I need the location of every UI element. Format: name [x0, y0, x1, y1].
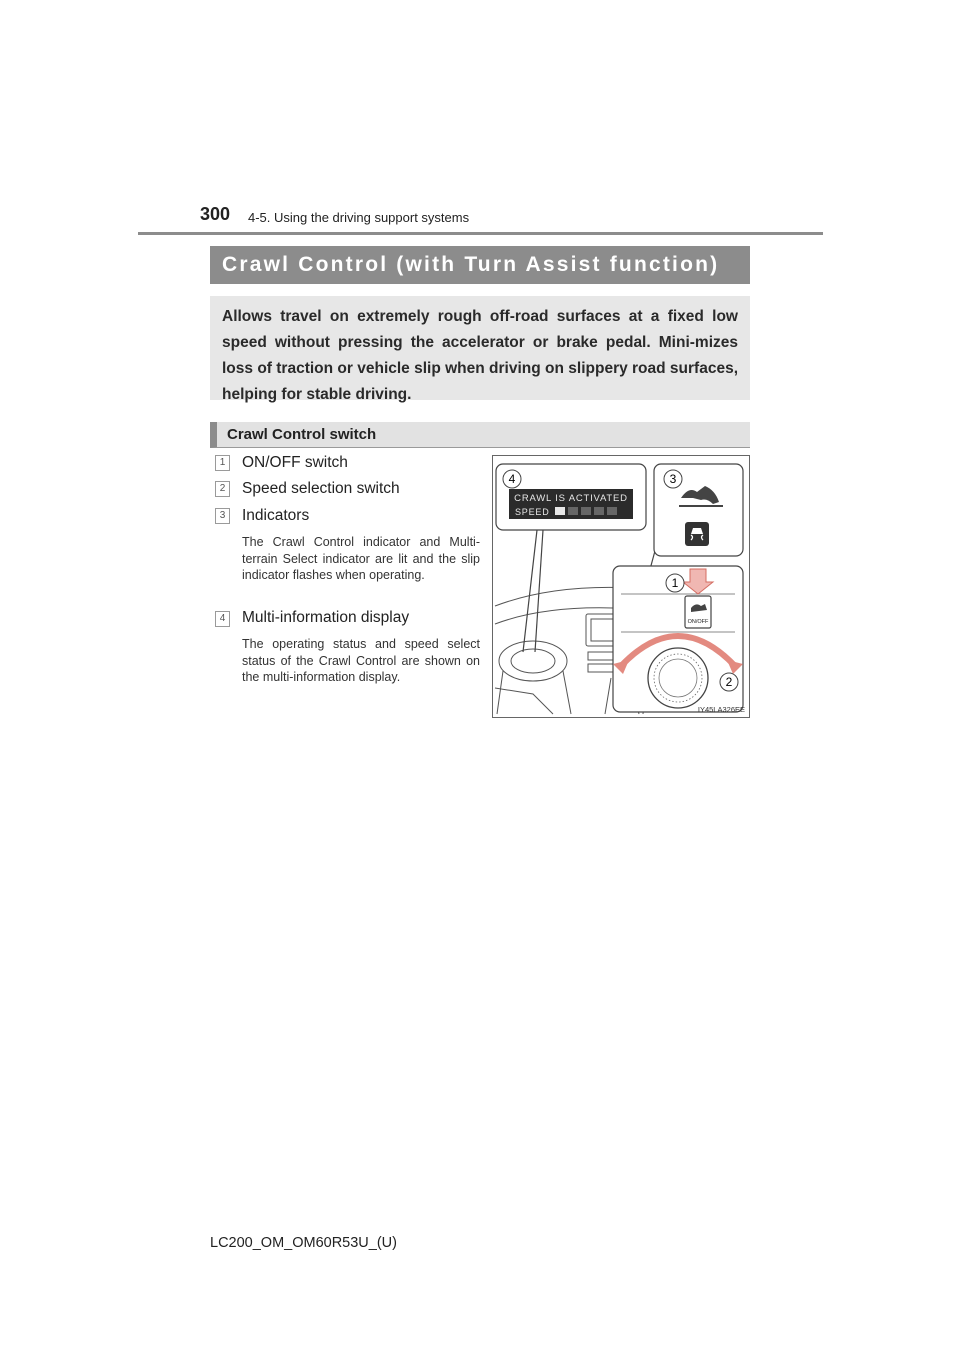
- speed-level-segment: [568, 507, 578, 515]
- callout-2: [720, 673, 738, 691]
- switch-label: ON/OFF: [687, 619, 709, 625]
- speed-level-segment: [594, 507, 604, 515]
- callout-3: [664, 470, 682, 488]
- speed-level-segment: [555, 507, 565, 515]
- svg-text:1: 1: [671, 576, 679, 590]
- item-number-4: 4: [215, 611, 230, 627]
- crawl-control-illustration: [492, 455, 750, 718]
- section-header: 4-5. Using the driving support systems: [248, 210, 470, 225]
- display-line1: CRAWL IS ACTIVATED: [514, 493, 628, 504]
- svg-text:3: 3: [669, 472, 677, 486]
- speed-selection-dial: [648, 648, 708, 708]
- figure-svg: [493, 456, 749, 717]
- figure-code: IY45LA326EE: [697, 705, 745, 714]
- item-desc-4: The operating status and speed select status of the Crawl Control are shown on the multi-information display.: [242, 637, 480, 684]
- intro-text: Allows travel on extremely rough off-road surfaces at a fixed low speed without pressing the accelerator or brake pedal. Mini-mizes loss of traction or vehicle slip when driving on slippery road surfaces, helping for stable driving.: [222, 308, 738, 403]
- speed-level-segment: [607, 507, 617, 515]
- speed-level-indicator: [555, 507, 617, 515]
- item-number-2: 2: [215, 481, 230, 497]
- slip-indicator-icon: [685, 522, 709, 546]
- callout-1: [666, 574, 684, 592]
- footer-code: LC200_OM_OM60R53U_(U): [210, 1235, 397, 1251]
- callout-4: [503, 470, 521, 488]
- item-label-2: Speed selection switch: [242, 480, 400, 497]
- subheading: Crawl Control switch: [210, 422, 750, 448]
- intro-box: [210, 296, 750, 403]
- header-rule: [138, 232, 823, 235]
- item-number-1: 1: [215, 455, 230, 471]
- display-line2: SPEED: [515, 507, 550, 517]
- item-label-4: Multi-information display: [242, 609, 410, 626]
- page-number: 300: [200, 204, 231, 224]
- svg-text:4: 4: [508, 472, 516, 486]
- item-label-3: Indicators: [242, 507, 310, 524]
- item-label-1: ON/OFF switch: [242, 454, 348, 471]
- item-number-3: 3: [215, 508, 230, 524]
- speed-level-segment: [581, 507, 591, 515]
- page-title: Crawl Control (with Turn Assist function): [210, 246, 750, 284]
- item-desc-3: The Crawl Control indicator and Multi-terrain Select indicator are lit and the slip indicator flashes when operating.: [242, 535, 480, 582]
- svg-text:2: 2: [725, 675, 733, 689]
